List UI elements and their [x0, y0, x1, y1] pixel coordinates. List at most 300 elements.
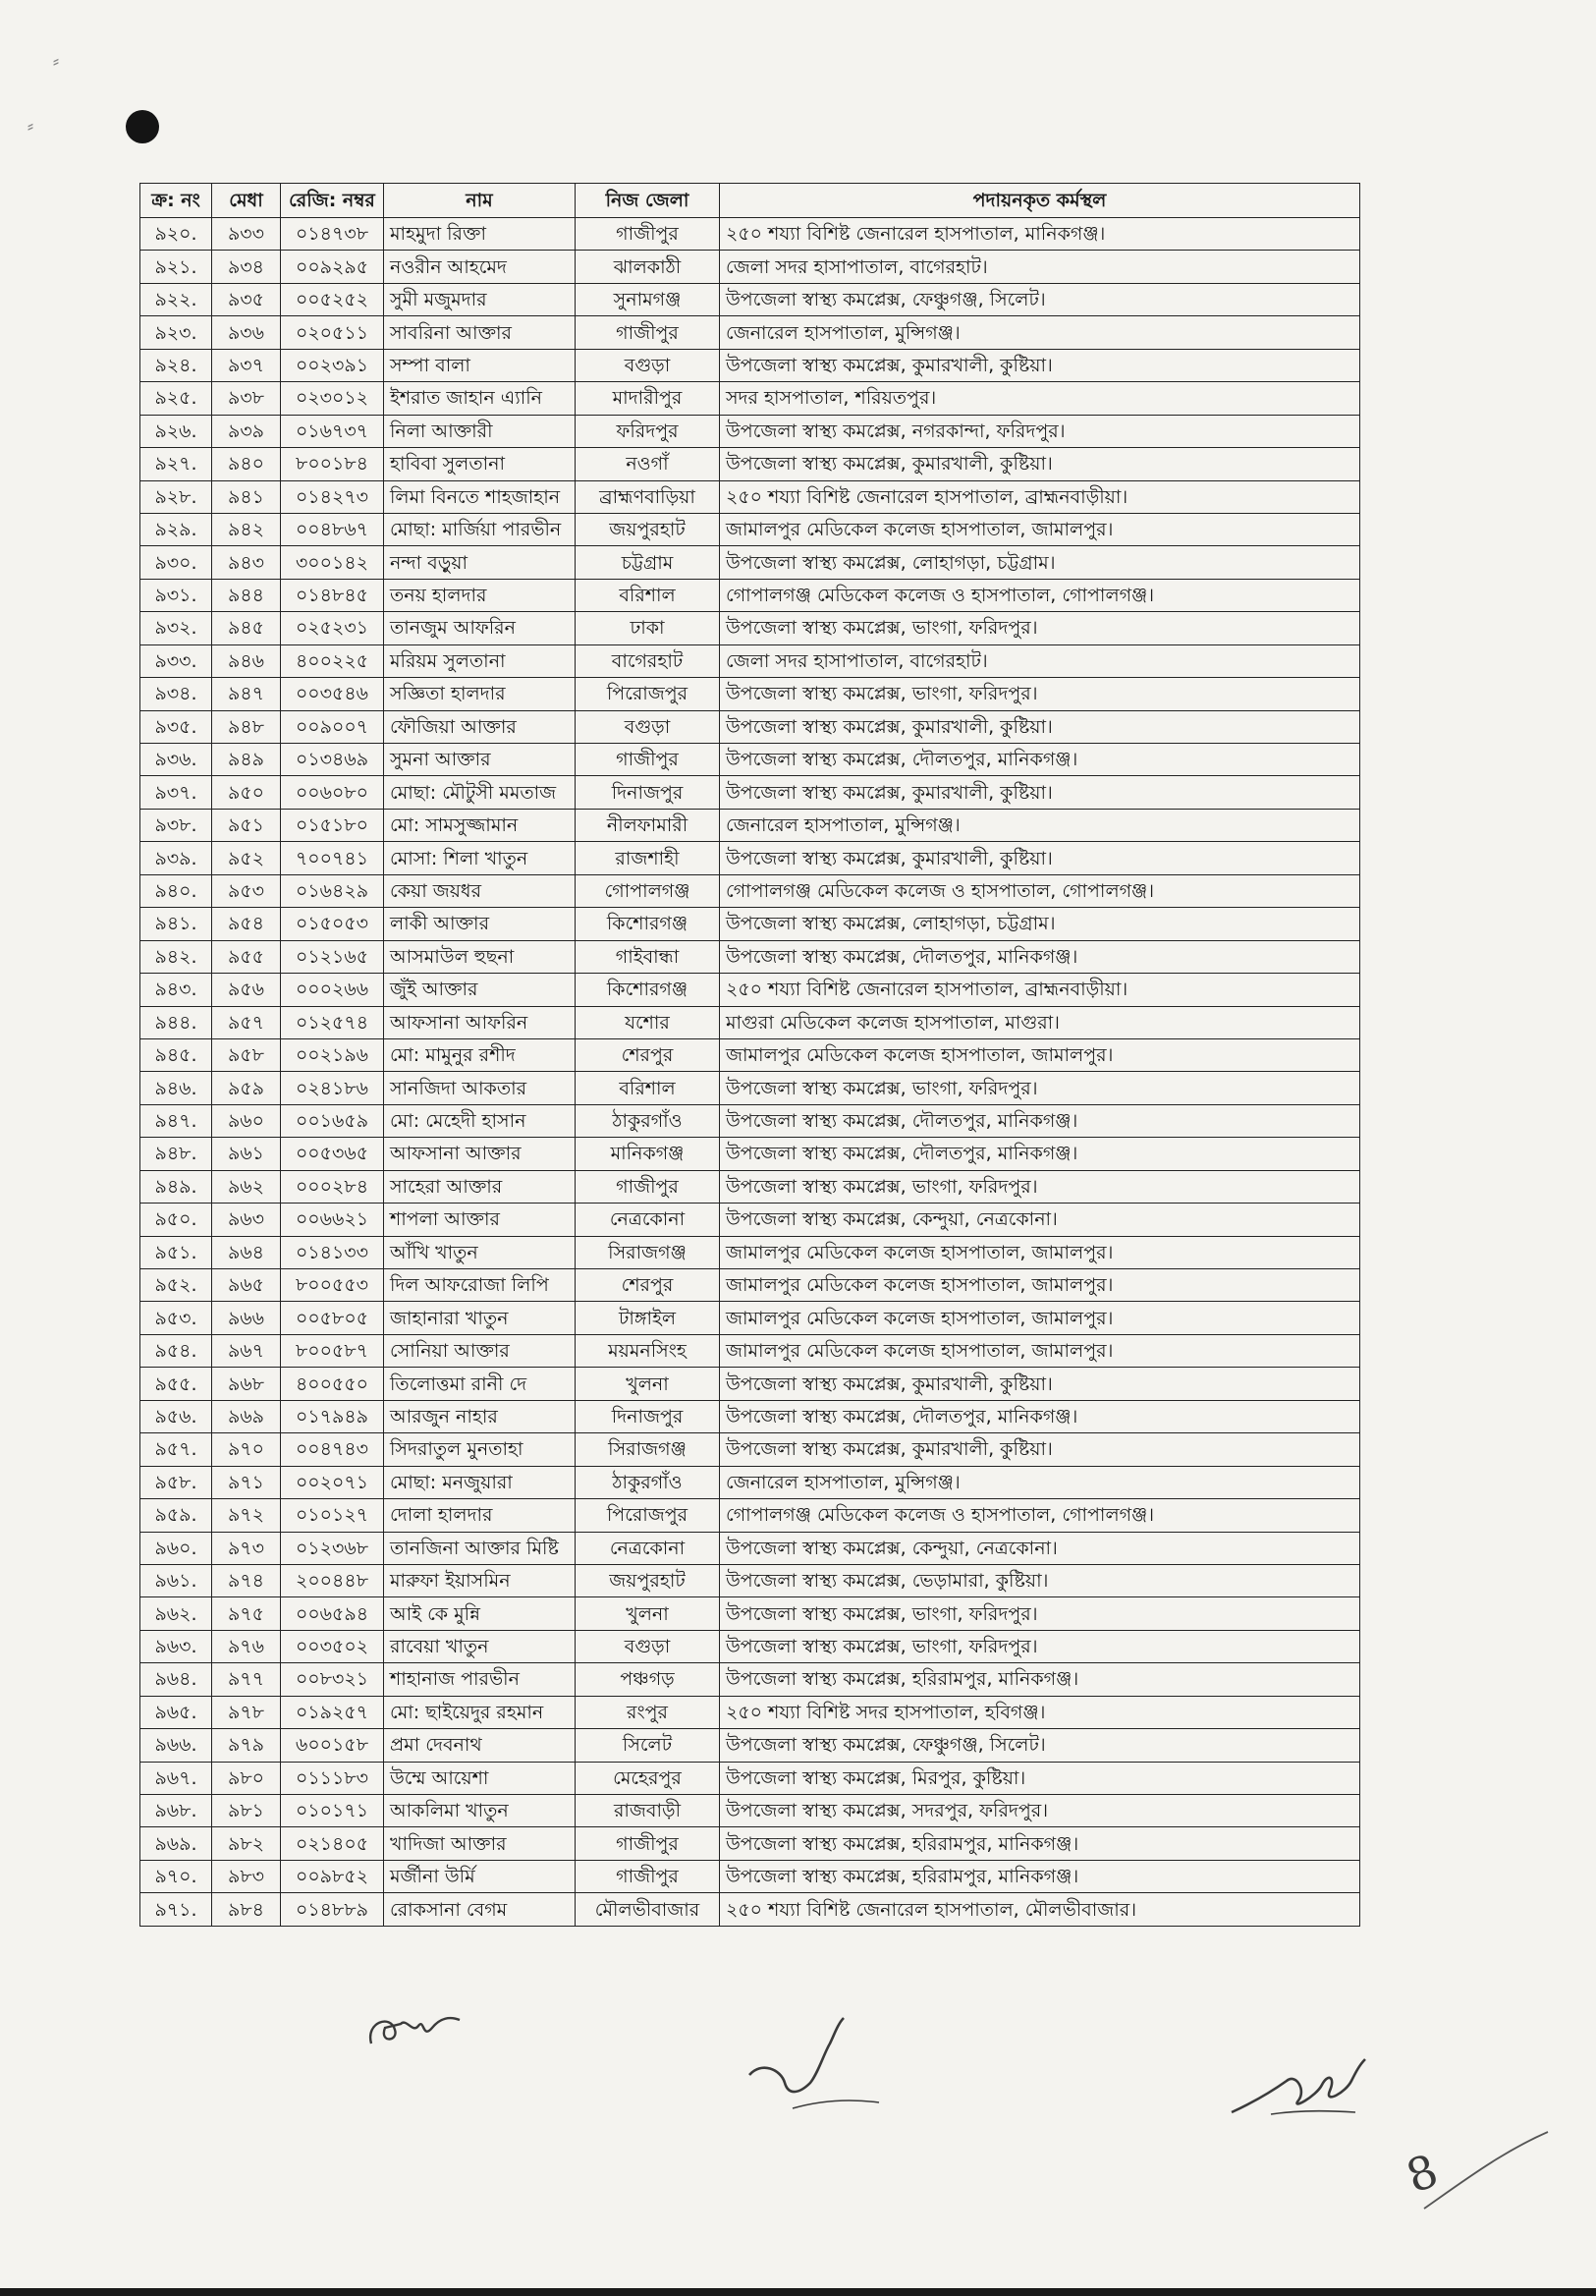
merit-cell: ৯৩৭ [212, 349, 281, 381]
serial-cell: ৯৫৯. [140, 1499, 212, 1532]
district-cell: গাজীপুর [576, 316, 720, 349]
district-cell: দিনাজপুর [576, 776, 720, 809]
serial-cell: ৯৩৬. [140, 744, 212, 776]
district-cell: গাইবান্ধা [576, 940, 720, 973]
serial-cell: ৯৭০. [140, 1860, 212, 1892]
district-cell: গাজীপুর [576, 744, 720, 776]
merit-cell: ৯৭৫ [212, 1597, 281, 1630]
workplace-cell: সদর হাসপাতাল, শরিয়তপুর। [720, 382, 1360, 415]
district-cell: সুনামগঞ্জ [576, 283, 720, 315]
district-cell: ঠাকুরগাঁও [576, 1104, 720, 1137]
serial-cell: ৯২০. [140, 218, 212, 251]
page-number-text: 8 [1399, 2143, 1445, 2204]
reg-no-cell: ০০৬৬২১ [281, 1204, 384, 1236]
merit-cell: ৯৪৯ [212, 744, 281, 776]
table-row [140, 1630, 1360, 1662]
name-cell: মোসা: শিলা খাতুন [384, 842, 576, 874]
reg-no-cell: ০১০১২৭ [281, 1499, 384, 1532]
name-cell: সানজিদা আকতার [384, 1072, 576, 1104]
serial-cell: ৯৬৩. [140, 1630, 212, 1662]
serial-cell: ৯৬৫. [140, 1696, 212, 1728]
name-cell: মারুফা ইয়াসমিন [384, 1564, 576, 1596]
table-row [140, 1696, 1360, 1728]
name-cell: জুঁই আক্তার [384, 974, 576, 1006]
table-row [140, 1204, 1360, 1236]
table-row [140, 1795, 1360, 1827]
table-row [140, 1827, 1360, 1860]
workplace-cell: জেনারেল হাসপাতাল, মুন্সিগঞ্জ। [720, 316, 1360, 349]
reg-no-cell: ০০৫৮০৫ [281, 1302, 384, 1334]
table-row [140, 1006, 1360, 1038]
table-row [140, 1499, 1360, 1532]
merit-cell: ৯৫৭ [212, 1006, 281, 1038]
reg-no-cell: ০১৪৮৪৫ [281, 579, 384, 611]
merit-cell: ৯৪৭ [212, 678, 281, 710]
name-cell: লাকী আক্তার [384, 908, 576, 940]
reg-no-cell: ০১০১৭১ [281, 1795, 384, 1827]
workplace-cell: মাগুরা মেডিকেল কলেজ হাসপাতাল, মাগুরা। [720, 1006, 1360, 1038]
page-number-mark [1399, 2112, 1552, 2220]
table-row [140, 546, 1360, 579]
table-row [140, 218, 1360, 251]
merit-cell: ৯৫৮ [212, 1038, 281, 1071]
table-row [140, 1334, 1360, 1367]
name-cell: তানজিনা আক্তার মিষ্টি [384, 1532, 576, 1564]
merit-cell: ৯৬৬ [212, 1302, 281, 1334]
workplace-cell: উপজেলা স্বাস্থ্য কমপ্লেক্স, কুমারখালী, কুষ্টিয়া। [720, 349, 1360, 381]
workplace-cell: গোপালগঞ্জ মেডিকেল কলেজ ও হাসপাতাল, গোপালগঞ্জ। [720, 1499, 1360, 1532]
name-cell: মো: মামুনুর রশীদ [384, 1038, 576, 1071]
serial-cell: ৯৪৩. [140, 974, 212, 1006]
reg-no-cell: ৪০০২২৫ [281, 644, 384, 677]
workplace-cell: উপজেলা স্বাস্থ্য কমপ্লেক্স, ভাংগা, ফরিদপুর। [720, 1597, 1360, 1630]
name-cell: হাবিবা সুলতানা [384, 448, 576, 480]
district-cell: ময়মনসিংহ [576, 1334, 720, 1367]
district-cell: পিরোজপুর [576, 678, 720, 710]
table-row [140, 1038, 1360, 1071]
reg-no-cell: ০০৯০০৭ [281, 710, 384, 743]
serial-cell: ৯৪৬. [140, 1072, 212, 1104]
merit-cell: ৯৩৮ [212, 382, 281, 415]
scan-speck: ⸗ [53, 51, 59, 72]
name-cell: সোনিয়া আক্তার [384, 1334, 576, 1367]
header-serial: ক্র: নং [140, 184, 212, 218]
merit-cell: ৯৬০ [212, 1104, 281, 1137]
reg-no-cell: ০১৪১৩৩ [281, 1236, 384, 1268]
name-cell: আরজুন নাহার [384, 1400, 576, 1432]
merit-cell: ৯৮২ [212, 1827, 281, 1860]
serial-cell: ৯২৫. [140, 382, 212, 415]
reg-no-cell: ৭০০৭৪১ [281, 842, 384, 874]
reg-no-cell: ৮০০১৮৪ [281, 448, 384, 480]
reg-no-cell: ৪০০৫৫০ [281, 1368, 384, 1400]
table-row [140, 710, 1360, 743]
name-cell: দোলা হালদার [384, 1499, 576, 1532]
district-cell: কিশোরগঞ্জ [576, 908, 720, 940]
district-cell: রংপুর [576, 1696, 720, 1728]
scan-edge [0, 2288, 1596, 2296]
serial-cell: ৯৬৪. [140, 1663, 212, 1696]
workplace-cell: উপজেলা স্বাস্থ্য কমপ্লেক্স, দৌলতপুর, মানিকগঞ্জ। [720, 1138, 1360, 1170]
name-cell: নিলা আক্তারী [384, 415, 576, 447]
reg-no-cell: ০০৬৫৯৪ [281, 1597, 384, 1630]
district-cell: চট্টগ্রাম [576, 546, 720, 579]
serial-cell: ৯৫২. [140, 1269, 212, 1302]
name-cell: রোকসানা বেগম [384, 1893, 576, 1926]
table-row [140, 1433, 1360, 1466]
district-cell: যশোর [576, 1006, 720, 1038]
name-cell: আই কে মুন্নি [384, 1597, 576, 1630]
serial-cell: ৯৫৪. [140, 1334, 212, 1367]
name-cell: মোছা: মার্জিয়া পারভীন [384, 513, 576, 545]
merit-cell: ৯৩৯ [212, 415, 281, 447]
reg-no-cell: ০০২১৯৬ [281, 1038, 384, 1071]
workplace-cell: উপজেলা স্বাস্থ্য কমপ্লেক্স, কুমারখালী, কুষ্টিয়া। [720, 448, 1360, 480]
name-cell: আঁখি খাতুন [384, 1236, 576, 1268]
reg-no-cell: ০২১৪০৫ [281, 1827, 384, 1860]
merit-cell: ৯৬৩ [212, 1204, 281, 1236]
merit-cell: ৯৬১ [212, 1138, 281, 1170]
workplace-cell: উপজেলা স্বাস্থ্য কমপ্লেক্স, ভেড়ামারা, কুষ্টিয়া। [720, 1564, 1360, 1596]
table-row [140, 1236, 1360, 1268]
table-header-row [140, 184, 1360, 218]
posting-list-table [139, 183, 1360, 1927]
workplace-cell: উপজেলা স্বাস্থ্য কমপ্লেক্স, কুমারখালী, কুষ্টিয়া। [720, 1433, 1360, 1466]
serial-cell: ৯২৮. [140, 480, 212, 513]
header-reg-no: রেজি: নম্বর [281, 184, 384, 218]
serial-cell: ৯৫০. [140, 1204, 212, 1236]
reg-no-cell: ০২০৫১১ [281, 316, 384, 349]
serial-cell: ৯৩৮. [140, 809, 212, 841]
name-cell: রাবেয়া খাতুন [384, 1630, 576, 1662]
name-cell: লিমা বিনতে শাহজাহান [384, 480, 576, 513]
district-cell: রাজবাড়ী [576, 1795, 720, 1827]
reg-no-cell: ০১৫০৫৩ [281, 908, 384, 940]
table-row [140, 316, 1360, 349]
name-cell: নন্দা বড়ুয়া [384, 546, 576, 579]
workplace-cell: উপজেলা স্বাস্থ্য কমপ্লেক্স, হরিরামপুর, মানিকগঞ্জ। [720, 1663, 1360, 1696]
workplace-cell: উপজেলা স্বাস্থ্য কমপ্লেক্স, কেন্দুয়া, নেত্রকোনা। [720, 1204, 1360, 1236]
merit-cell: ৯৬২ [212, 1170, 281, 1203]
name-cell: সজ্ঞিতা হালদার [384, 678, 576, 710]
signature-middle [742, 2014, 889, 2122]
merit-cell: ৯৬৪ [212, 1236, 281, 1268]
district-cell: শেরপুর [576, 1038, 720, 1071]
name-cell: মো: সামসুজ্জামান [384, 809, 576, 841]
reg-no-cell: ০১১১৮৩ [281, 1762, 384, 1794]
reg-no-cell: ০২৩০১২ [281, 382, 384, 415]
table-row [140, 678, 1360, 710]
name-cell: সম্পা বালা [384, 349, 576, 381]
table-row [140, 1400, 1360, 1432]
merit-cell: ৯৪৮ [212, 710, 281, 743]
serial-cell: ৯৪০. [140, 874, 212, 907]
serial-cell: ৯৫৫. [140, 1368, 212, 1400]
reg-no-cell: ০০১৬৫৯ [281, 1104, 384, 1137]
name-cell: মাহমুদা রিক্তা [384, 218, 576, 251]
district-cell: মানিকগঞ্জ [576, 1138, 720, 1170]
workplace-cell: জেলা সদর হাসাপাতাল, বাগেরহাট। [720, 251, 1360, 283]
workplace-cell: ২৫০ শয্যা বিশিষ্ট জেনারেল হাসপাতাল, ব্রাহ্মনবাড়ীয়া। [720, 974, 1360, 1006]
merit-cell: ৯৭৪ [212, 1564, 281, 1596]
merit-cell: ৯৪১ [212, 480, 281, 513]
reg-no-cell: ০১২১৬৫ [281, 940, 384, 973]
reg-no-cell: ৮০০৫৫৩ [281, 1269, 384, 1302]
district-cell: সিরাজগঞ্জ [576, 1433, 720, 1466]
header-district: নিজ জেলা [576, 184, 720, 218]
reg-no-cell: ০০২০৭১ [281, 1466, 384, 1498]
district-cell: ঠাকুরগাঁও [576, 1466, 720, 1498]
punch-hole [126, 110, 159, 143]
merit-cell: ৯৪২ [212, 513, 281, 545]
name-cell: মোছা: মৌটুসী মমতাজ [384, 776, 576, 809]
reg-no-cell: ০০০২৮৪ [281, 1170, 384, 1203]
workplace-cell: জামালপুর মেডিকেল কলেজ হাসপাতাল, জামালপুর। [720, 1236, 1360, 1268]
workplace-cell: ২৫০ শয্যা বিশিষ্ট সদর হাসপাতাল, হবিগঞ্জ। [720, 1696, 1360, 1728]
serial-cell: ৯৫৩. [140, 1302, 212, 1334]
table-row [140, 1269, 1360, 1302]
merit-cell: ৯৭২ [212, 1499, 281, 1532]
district-cell: শেরপুর [576, 1269, 720, 1302]
district-cell: দিনাজপুর [576, 1400, 720, 1432]
merit-cell: ৯৭০ [212, 1433, 281, 1466]
name-cell: কেয়া জয়ধর [384, 874, 576, 907]
table-row [140, 776, 1360, 809]
name-cell: সিদরাতুল মুনতাহা [384, 1433, 576, 1466]
workplace-cell: গোপালগঞ্জ মেডিকেল কলেজ ও হাসপাতাল, গোপালগঞ্জ। [720, 579, 1360, 611]
serial-cell: ৯৪৭. [140, 1104, 212, 1137]
district-cell: টাঙ্গাইল [576, 1302, 720, 1334]
table-row [140, 382, 1360, 415]
workplace-cell: উপজেলা স্বাস্থ্য কমপ্লেক্স, ভাংগা, ফরিদপুর। [720, 1072, 1360, 1104]
merit-cell: ৯৭৬ [212, 1630, 281, 1662]
serial-cell: ৯৩০. [140, 546, 212, 579]
serial-cell: ৯৭১. [140, 1893, 212, 1926]
merit-cell: ৯৮০ [212, 1762, 281, 1794]
serial-cell: ৯২৭. [140, 448, 212, 480]
serial-cell: ৯৩৭. [140, 776, 212, 809]
district-cell: জয়পুরহাট [576, 1564, 720, 1596]
reg-no-cell: ০০৩৫০২ [281, 1630, 384, 1662]
reg-no-cell: ০১৬৭৩৭ [281, 415, 384, 447]
table-row [140, 612, 1360, 644]
serial-cell: ৯৫৬. [140, 1400, 212, 1432]
merit-cell: ৯৫০ [212, 776, 281, 809]
merit-cell: ৯৭১ [212, 1466, 281, 1498]
merit-cell: ৯৫৫ [212, 940, 281, 973]
reg-no-cell: ০০৯২৯৫ [281, 251, 384, 283]
serial-cell: ৯৪৮. [140, 1138, 212, 1170]
serial-cell: ৯৬৬. [140, 1729, 212, 1762]
workplace-cell: উপজেলা স্বাস্থ্য কমপ্লেক্স, কেন্দুয়া, নেত্রকোনা। [720, 1532, 1360, 1564]
reg-no-cell: ০০৫২৫২ [281, 283, 384, 315]
table-row [140, 1762, 1360, 1794]
merit-cell: ৯৮৪ [212, 1893, 281, 1926]
serial-cell: ৯৩২. [140, 612, 212, 644]
workplace-cell: উপজেলা স্বাস্থ্য কমপ্লেক্স, মিরপুর, কুষ্টিয়া। [720, 1762, 1360, 1794]
workplace-cell: জেলা সদর হাসাপাতাল, বাগেরহাট। [720, 644, 1360, 677]
table-row [140, 940, 1360, 973]
name-cell: নওরীন আহমেদ [384, 251, 576, 283]
name-cell: সাহেরা আক্তার [384, 1170, 576, 1203]
name-cell: দিল আফরোজা লিপি [384, 1269, 576, 1302]
name-cell: সুমী মজুমদার [384, 283, 576, 315]
table-row [140, 1729, 1360, 1762]
reg-no-cell: ৮০০৫৮৭ [281, 1334, 384, 1367]
reg-no-cell: ০০৯৮৫২ [281, 1860, 384, 1892]
table-row [140, 1302, 1360, 1334]
reg-no-cell: ৩০০১৪২ [281, 546, 384, 579]
district-cell: নেত্রকোনা [576, 1532, 720, 1564]
workplace-cell: গোপালগঞ্জ মেডিকেল কলেজ ও হাসপাতাল, গোপালগঞ্জ। [720, 874, 1360, 907]
merit-cell: ৯৫৯ [212, 1072, 281, 1104]
table-row [140, 1170, 1360, 1203]
name-cell: প্রমা দেবনাথ [384, 1729, 576, 1762]
merit-cell: ৯৩৬ [212, 316, 281, 349]
workplace-cell: জেনারেল হাসপাতাল, মুন্সিগঞ্জ। [720, 1466, 1360, 1498]
serial-cell: ৯২৬. [140, 415, 212, 447]
signature-right [1228, 2051, 1370, 2125]
merit-cell: ৯৫১ [212, 809, 281, 841]
serial-cell: ৯৩৩. [140, 644, 212, 677]
merit-cell: ৯৪৪ [212, 579, 281, 611]
table-row [140, 1597, 1360, 1630]
name-cell: মো: মেহেদী হাসান [384, 1104, 576, 1137]
serial-cell: ৯৪৪. [140, 1006, 212, 1038]
table-row [140, 809, 1360, 841]
name-cell: মর্জীনা উর্মি [384, 1860, 576, 1892]
serial-cell: ৯৪৫. [140, 1038, 212, 1071]
district-cell: মেহেরপুর [576, 1762, 720, 1794]
district-cell: রাজশাহী [576, 842, 720, 874]
serial-cell: ৯৬১. [140, 1564, 212, 1596]
workplace-cell: উপজেলা স্বাস্থ্য কমপ্লেক্স, ফেঞ্চুগঞ্জ, সিলেট। [720, 283, 1360, 315]
district-cell: জয়পুরহাট [576, 513, 720, 545]
reg-no-cell: ০০৪৭৪৩ [281, 1433, 384, 1466]
merit-cell: ৯৮১ [212, 1795, 281, 1827]
workplace-cell: উপজেলা স্বাস্থ্য কমপ্লেক্স, ভাংগা, ফরিদপুর। [720, 678, 1360, 710]
header-workplace: পদায়নকৃত কর্মস্থল [720, 184, 1360, 218]
serial-cell: ৯৩৯. [140, 842, 212, 874]
name-cell: খাদিজা আক্তার [384, 1827, 576, 1860]
merit-cell: ৯৬৮ [212, 1368, 281, 1400]
name-cell: আফসানা আক্তার [384, 1138, 576, 1170]
serial-cell: ৯৬০. [140, 1532, 212, 1564]
district-cell: গাজীপুর [576, 218, 720, 251]
district-cell: গাজীপুর [576, 1860, 720, 1892]
merit-cell: ৯৬৯ [212, 1400, 281, 1432]
name-cell: উম্মে আয়েশা [384, 1762, 576, 1794]
serial-cell: ৯২৯. [140, 513, 212, 545]
serial-cell: ৯৬৭. [140, 1762, 212, 1794]
reg-no-cell: ০০৪৮৬৭ [281, 513, 384, 545]
serial-cell: ৯৩৫. [140, 710, 212, 743]
reg-no-cell: ০২৪১৮৬ [281, 1072, 384, 1104]
reg-no-cell: ০১৩৪৬৯ [281, 744, 384, 776]
header-merit: মেধা [212, 184, 281, 218]
serial-cell: ৯৪২. [140, 940, 212, 973]
district-cell: খুলনা [576, 1368, 720, 1400]
workplace-cell: জামালপুর মেডিকেল কলেজ হাসপাতাল, জামালপুর। [720, 1269, 1360, 1302]
workplace-cell: উপজেলা স্বাস্থ্য কমপ্লেক্স, কুমারখালী, কুষ্টিয়া। [720, 710, 1360, 743]
merit-cell: ৯৫৪ [212, 908, 281, 940]
workplace-cell: জামালপুর মেডিকেল কলেজ হাসপাতাল, জামালপুর। [720, 1302, 1360, 1334]
reg-no-cell: ০০৮৩২১ [281, 1663, 384, 1696]
table-row [140, 283, 1360, 315]
table-row [140, 251, 1360, 283]
serial-cell: ৯৬২. [140, 1597, 212, 1630]
table-row [140, 744, 1360, 776]
workplace-cell: উপজেলা স্বাস্থ্য কমপ্লেক্স, হরিরামপুর, মানিকগঞ্জ। [720, 1827, 1360, 1860]
serial-cell: ৯৩৪. [140, 678, 212, 710]
workplace-cell: উপজেলা স্বাস্থ্য কমপ্লেক্স, ভাংগা, ফরিদপুর। [720, 612, 1360, 644]
reg-no-cell: ০১৯২৫৭ [281, 1696, 384, 1728]
table-row [140, 349, 1360, 381]
name-cell: ইশরাত জাহান এ্যানি [384, 382, 576, 415]
district-cell: ঢাকা [576, 612, 720, 644]
serial-cell: ৯২৪. [140, 349, 212, 381]
serial-cell: ৯৪৯. [140, 1170, 212, 1203]
workplace-cell: জামালপুর মেডিকেল কলেজ হাসপাতাল, জামালপুর। [720, 513, 1360, 545]
workplace-cell: উপজেলা স্বাস্থ্য কমপ্লেক্স, ভাংগা, ফরিদপুর। [720, 1170, 1360, 1203]
table-row [140, 513, 1360, 545]
table-row [140, 1466, 1360, 1498]
name-cell: আকলিমা খাতুন [384, 1795, 576, 1827]
district-cell: নেত্রকোনা [576, 1204, 720, 1236]
workplace-cell: উপজেলা স্বাস্থ্য কমপ্লেক্স, দৌলতপুর, মানিকগঞ্জ। [720, 940, 1360, 973]
reg-no-cell: ০১৫১৮০ [281, 809, 384, 841]
serial-cell: ৯৫৭. [140, 1433, 212, 1466]
district-cell: খুলনা [576, 1597, 720, 1630]
workplace-cell: ২৫০ শয্যা বিশিষ্ট জেনারেল হাসপাতাল, ব্রাহ্মনবাড়ীয়া। [720, 480, 1360, 513]
merit-cell: ৯৪৩ [212, 546, 281, 579]
table-row [140, 1893, 1360, 1926]
table-row [140, 1104, 1360, 1137]
workplace-cell: জেনারেল হাসপাতাল, মুন্সিগঞ্জ। [720, 809, 1360, 841]
name-cell: শাহানাজ পারভীন [384, 1663, 576, 1696]
merit-cell: ৯৩৫ [212, 283, 281, 315]
name-cell: তনয় হালদার [384, 579, 576, 611]
workplace-cell: উপজেলা স্বাস্থ্য কমপ্লেক্স, কুমারখালী, কুষ্টিয়া। [720, 776, 1360, 809]
name-cell: আসমাউল হুছনা [384, 940, 576, 973]
district-cell: গোপালগঞ্জ [576, 874, 720, 907]
merit-cell: ৯৭৮ [212, 1696, 281, 1728]
reg-no-cell: ০০৩৫৪৬ [281, 678, 384, 710]
table-row [140, 644, 1360, 677]
table-row [140, 1138, 1360, 1170]
reg-no-cell: ০০২৩৯১ [281, 349, 384, 381]
district-cell: বগুড়া [576, 1630, 720, 1662]
table-row [140, 448, 1360, 480]
serial-cell: ৯২৩. [140, 316, 212, 349]
name-cell: সুমনা আক্তার [384, 744, 576, 776]
workplace-cell: উপজেলা স্বাস্থ্য কমপ্লেক্স, কুমারখালী, কুষ্টিয়া। [720, 1368, 1360, 1400]
merit-cell: ৯৫৩ [212, 874, 281, 907]
workplace-cell: ২৫০ শয্যা বিশিষ্ট জেনারেল হাসপাতাল, মৌলভীবাজার। [720, 1893, 1360, 1926]
district-cell: গাজীপুর [576, 1170, 720, 1203]
merit-cell: ৯৫৬ [212, 974, 281, 1006]
reg-no-cell: ০২৫২৩১ [281, 612, 384, 644]
district-cell: কিশোরগঞ্জ [576, 974, 720, 1006]
header-name: নাম [384, 184, 576, 218]
workplace-cell: উপজেলা স্বাস্থ্য কমপ্লেক্স, সদরপুর, ফরিদপুর। [720, 1795, 1360, 1827]
district-cell: বাগেরহাট [576, 644, 720, 677]
table-row [140, 842, 1360, 874]
district-cell: ফরিদপুর [576, 415, 720, 447]
reg-no-cell: ০১২৫৭৪ [281, 1006, 384, 1038]
district-cell: বগুড়া [576, 710, 720, 743]
table-body [140, 218, 1360, 1927]
